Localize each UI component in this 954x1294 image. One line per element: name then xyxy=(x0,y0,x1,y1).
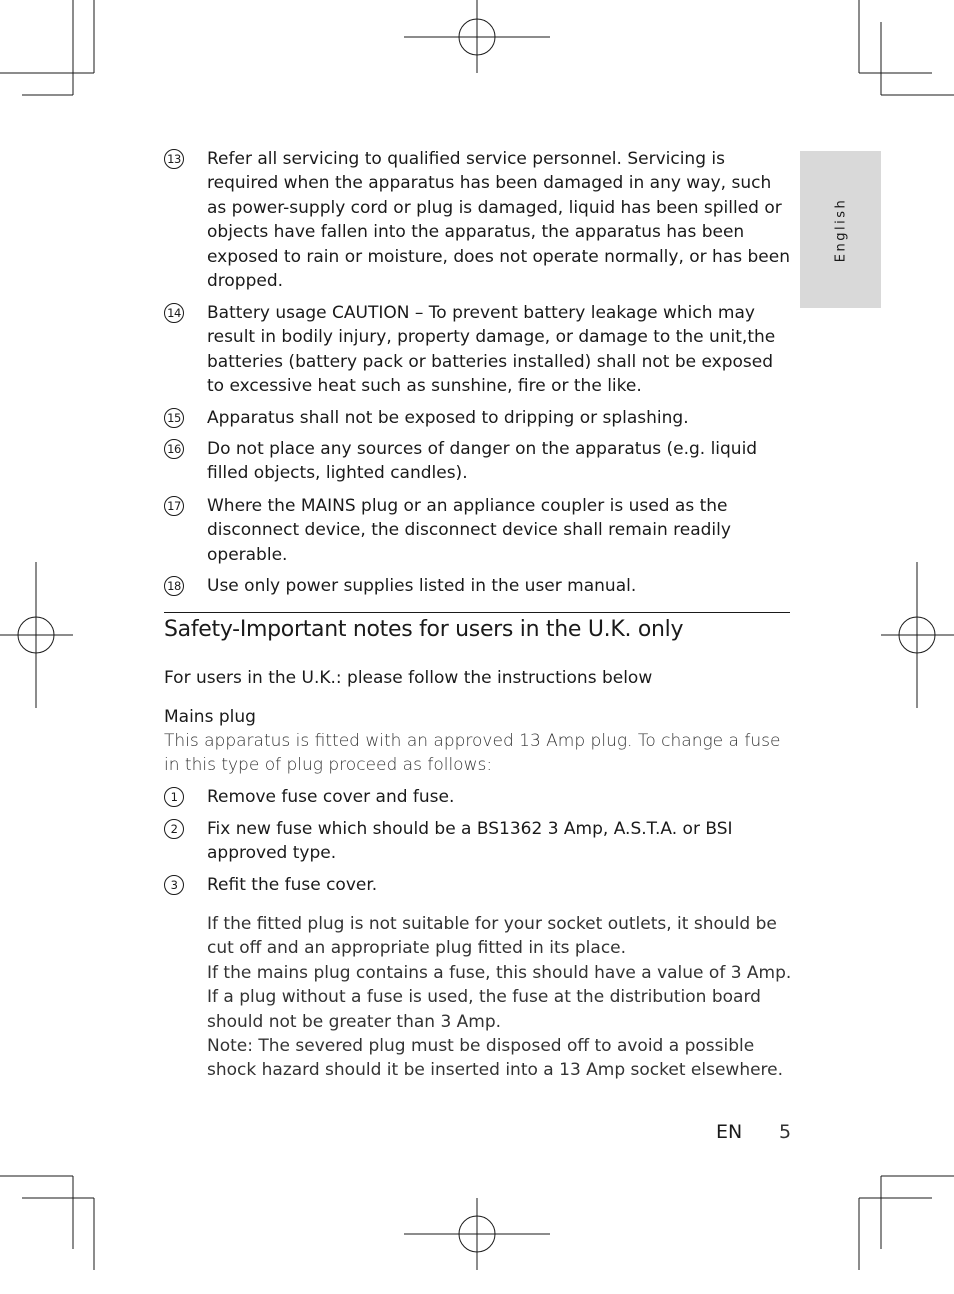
item-text: Refer all servicing to qualified service personnel. Servicing is required when the apparatus has been damaged in any way, such as power-supply cord or plug is damaged, liquid has been spilled or objects have fallen into the apparatus, the apparatus has been exposed to rain or moisture, does not operate normally, or has been dropped. xyxy=(207,149,790,292)
item-text: Battery usage CAUTION – To prevent battery leakage which may result in bodily injury, property damage, or damage to the unit,the batteries (battery pack or batteries installed) shall not be exposed to excessive heat such as sunshine, fire or the like. xyxy=(207,303,776,397)
step-number-badge: 1 xyxy=(164,787,184,807)
footer-language-code: EN xyxy=(716,1121,743,1143)
item-number-badge: 14 xyxy=(164,303,184,323)
step-text: Refit the fuse cover. xyxy=(207,875,378,895)
item-text: Use only power supplies listed in the user manual. xyxy=(207,576,637,596)
list-item xyxy=(164,406,792,430)
language-side-tab-label: English xyxy=(833,197,848,262)
list-item xyxy=(164,574,792,598)
list-item xyxy=(164,785,792,809)
mains-plug-subheading: Mains plug xyxy=(164,707,256,727)
list-item xyxy=(164,817,792,866)
item-number-badge: 17 xyxy=(164,496,184,516)
list-item xyxy=(164,147,792,293)
note-paragraph: If the fitted plug is not suitable for your socket outlets, it should be cut off and an appropriate plug fitted in its place. xyxy=(207,914,777,959)
section-divider xyxy=(164,612,790,613)
list-item xyxy=(164,873,792,897)
list-item xyxy=(164,494,792,567)
language-side-tab xyxy=(800,151,881,308)
list-item xyxy=(164,437,792,486)
item-number-badge: 16 xyxy=(164,439,184,459)
section-intro: For users in the U.K.: please follow the instructions below xyxy=(164,668,653,688)
item-number-badge: 15 xyxy=(164,408,184,428)
step-number-badge: 3 xyxy=(164,875,184,895)
item-number-badge: 13 xyxy=(164,149,184,169)
step-text: Fix new fuse which should be a BS1362 3 Amp, A.S.T.A. or BSI approved type. xyxy=(207,819,733,864)
item-text: Where the MAINS plug or an appliance coupler is used as the disconnect device, the disconnect device shall remain readily operable. xyxy=(207,496,731,565)
note-paragraph: Note: The severed plug must be disposed off to avoid a possible shock hazard should it be inserted into a 13 Amp socket elsewhere. xyxy=(207,1036,784,1081)
footer-page-number: 5 xyxy=(779,1121,792,1143)
section-heading: Safety-Important notes for users in the U.K. only xyxy=(164,617,684,642)
item-text: Do not place any sources of danger on the apparatus (e.g. liquid filled objects, lighted candles). xyxy=(207,439,758,484)
note-paragraph: If the mains plug contains a fuse, this should have a value of 3 Amp. If a plug without a fuse is used, the fuse at the distribution board should not be greater than 3 Amp. xyxy=(207,962,792,1032)
fuse-notes xyxy=(207,912,797,1083)
step-text: Remove fuse cover and fuse. xyxy=(207,787,455,807)
step-number-badge: 2 xyxy=(164,819,184,839)
list-item xyxy=(164,301,792,399)
item-text: Apparatus shall not be exposed to dripping or splashing. xyxy=(207,408,689,428)
item-number-badge: 18 xyxy=(164,576,184,596)
mains-plug-description: This apparatus is fitted with an approved 13 Amp plug. To change a fuse in this type of plug proceed as follows: xyxy=(164,731,781,776)
